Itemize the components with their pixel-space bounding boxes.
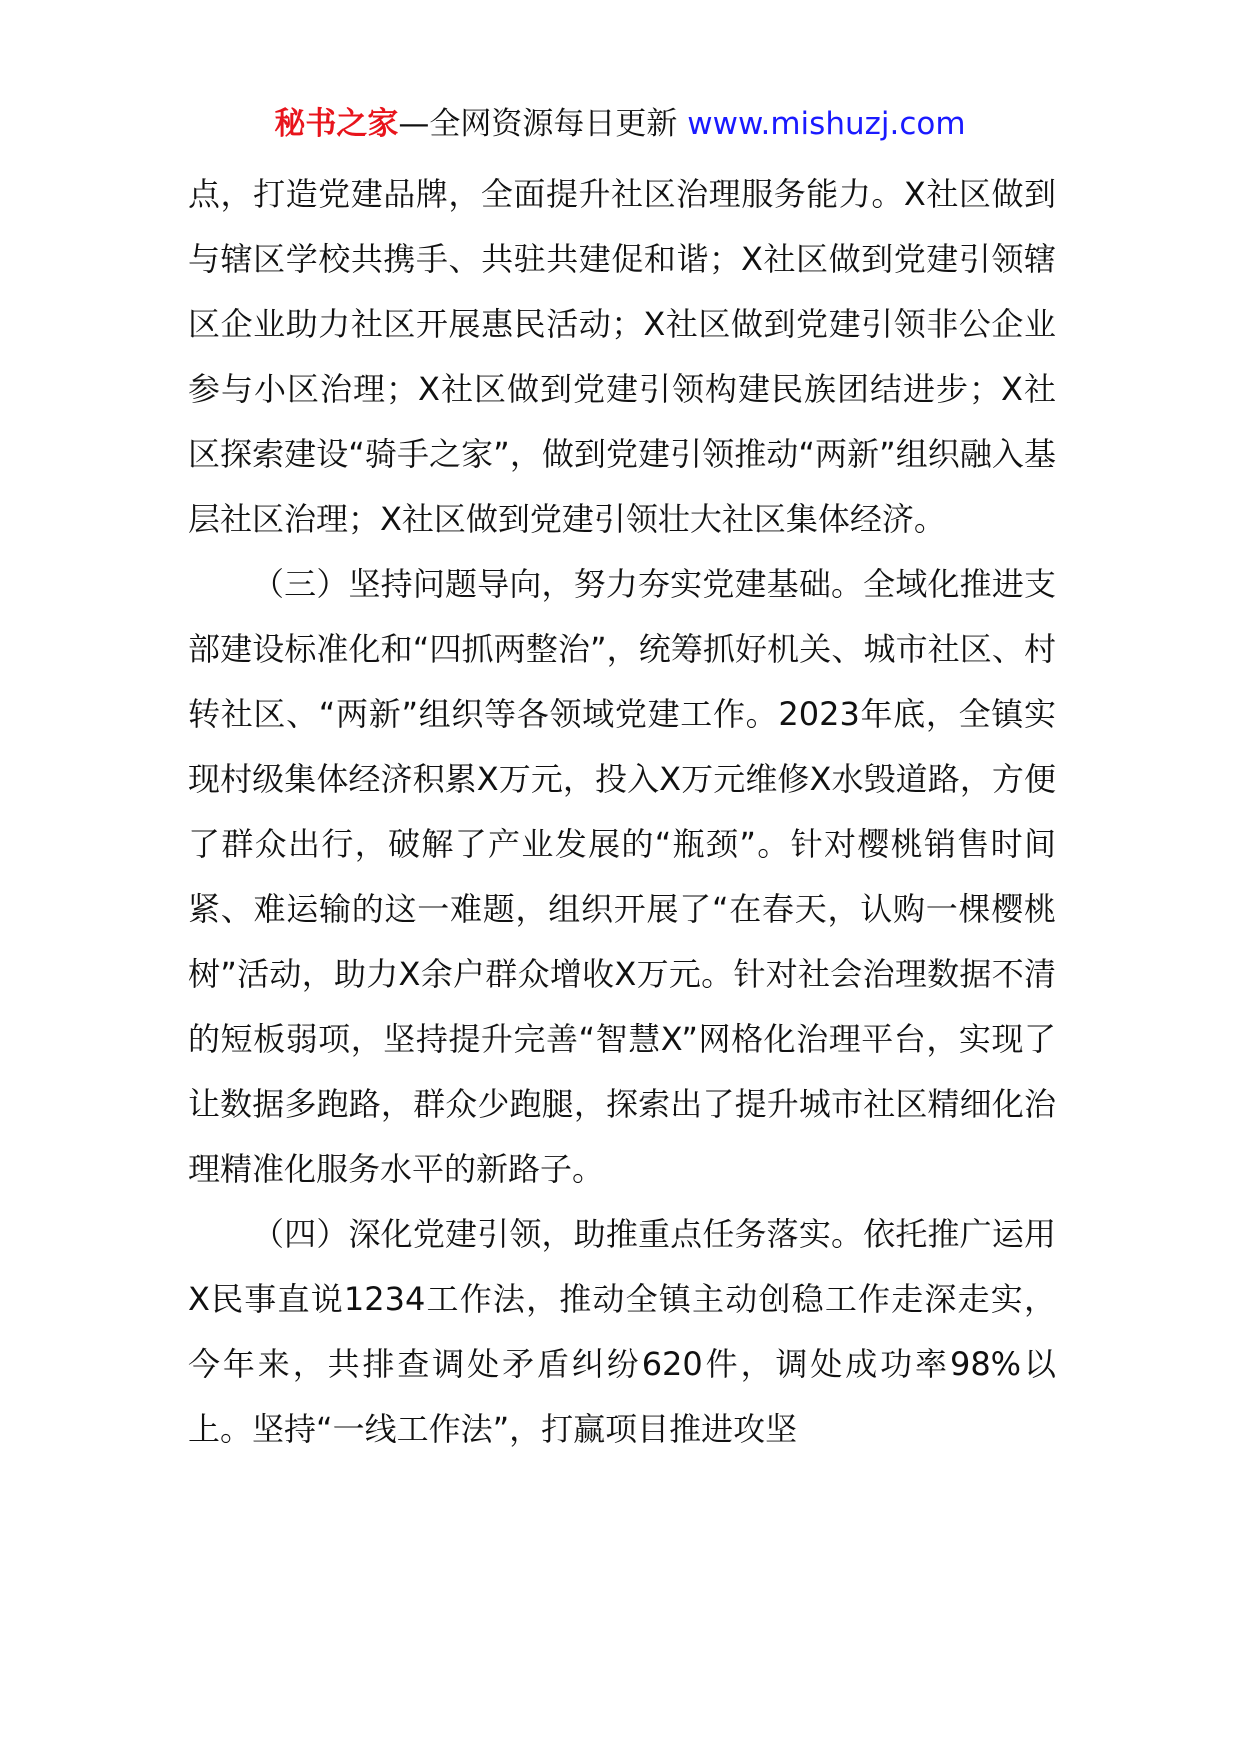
header-url-link[interactable]: www.mishuzj.com	[687, 106, 966, 142]
paragraph-continuation: 点，打造党建品牌，全面提升社区治理服务能力。X社区做到与辖区学校共携手、共驻共建促和谐；X社区做到党建引领辖区企业助力社区开展惠民活动；X社区做到党建引领非公企业参与小区治理；X社区做到党建引领构建民族团结进步；X社区探索建设“骑手之家”，做到党建引领推动“两新”组织融入基层社区治理；X社区做到党建引领壮大社区集体经济。	[188, 175, 1056, 538]
document-body	[188, 162, 1056, 1462]
paragraph-section-three: （三）坚持问题导向，努力夯实党建基础。全域化推进支部建设标准化和“四抓两整治”，统筹抓好机关、城市社区、村转社区、“两新”组织等各领域党建工作。2023年底，全镇实现村级集体经济积累X万元，投入X万元维修X水毁道路，方便了群众出行，破解了产业发展的“瓶颈”。针对樱桃销售时间紧、难运输的这一难题，组织开展了“在春天，认购一棵樱桃树”活动，助力X余户群众增收X万元。针对社会治理数据不清的短板弱项，坚持提升完善“智慧X”网格化治理平台，实现了让数据多跑路，群众少跑腿，探索出了提升城市社区精细化治理精准化服务水平的新路子。	[188, 565, 1056, 1188]
page-header	[0, 100, 1240, 148]
header-brand: 秘书之家	[274, 106, 399, 142]
header-tagline: —全网资源每日更新	[398, 106, 688, 142]
paragraph-section-four: （四）深化党建引领，助推重点任务落实。依托推广运用X民事直说1234工作法，推动全镇主动创稳工作走深走实，今年来，共排查调处矛盾纠纷620件，调处成功率98%以上。坚持“一线工作法”，打赢项目推进攻坚	[188, 1215, 1056, 1448]
